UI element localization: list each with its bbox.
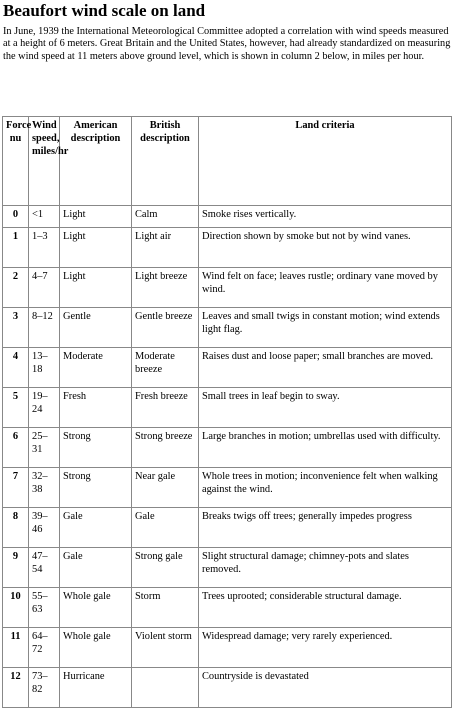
american-cell: Gentle [60, 308, 132, 348]
force-cell: 9 [3, 548, 29, 588]
force-cell: 12 [3, 668, 29, 708]
criteria-cell: Raises dust and loose paper; small branches are moved. [199, 348, 452, 388]
table-row [3, 228, 452, 268]
force-cell: 0 [3, 206, 29, 228]
criteria-cell: Breaks twigs off trees; generally impedes progress [199, 508, 452, 548]
british-cell: Fresh breeze [132, 388, 199, 428]
header-british-description: British description [132, 117, 199, 206]
british-cell: Moderate breeze [132, 348, 199, 388]
criteria-cell: Large branches in motion; umbrellas used with difficulty. [199, 428, 452, 468]
british-cell: Gentle breeze [132, 308, 199, 348]
table-row [3, 508, 452, 548]
header-wind-speed: Wind speed, miles/hr [29, 117, 60, 206]
table-row [3, 668, 452, 708]
speed-cell: 1–3 [29, 228, 60, 268]
american-cell: Gale [60, 508, 132, 548]
american-cell: Gale [60, 548, 132, 588]
criteria-cell: Slight structural damage; chimney-pots and slates removed. [199, 548, 452, 588]
british-cell: Light air [132, 228, 199, 268]
speed-cell: 4–7 [29, 268, 60, 308]
table-row [3, 206, 452, 228]
table-row [3, 428, 452, 468]
american-cell: Hurricane [60, 668, 132, 708]
force-cell: 4 [3, 348, 29, 388]
criteria-cell: Widespread damage; very rarely experienced. [199, 628, 452, 668]
table-header-row [3, 117, 452, 206]
force-cell: 8 [3, 508, 29, 548]
table-row [3, 468, 452, 508]
speed-cell: 39–46 [29, 508, 60, 548]
force-cell: 11 [3, 628, 29, 668]
table-row [3, 588, 452, 628]
american-cell: Whole gale [60, 588, 132, 628]
table-row [3, 388, 452, 428]
beaufort-table [2, 116, 452, 708]
british-cell: Storm [132, 588, 199, 628]
speed-cell: 55–63 [29, 588, 60, 628]
force-cell: 3 [3, 308, 29, 348]
british-cell: Strong gale [132, 548, 199, 588]
header-force: Force nu [3, 117, 29, 206]
speed-cell: 13–18 [29, 348, 60, 388]
british-cell [132, 668, 199, 708]
criteria-cell: Direction shown by smoke but not by wind vanes. [199, 228, 452, 268]
criteria-cell: Whole trees in motion; inconvenience felt when walking against the wind. [199, 468, 452, 508]
force-cell: 2 [3, 268, 29, 308]
table-row [3, 268, 452, 308]
speed-cell: <1 [29, 206, 60, 228]
speed-cell: 64–72 [29, 628, 60, 668]
intro-paragraph: In June, 1939 the International Meteorological Committee adopted a correlation with wind speeds measured at a height of 6 meters. Great Britain and the United States, however, had already standardized on measuring the wind speed at 11 meters above ground level, which is shown in column 2 below, in miles per hour. [3, 26, 451, 62]
british-cell: Gale [132, 508, 199, 548]
american-cell: Light [60, 206, 132, 228]
speed-cell: 32–38 [29, 468, 60, 508]
table-row [3, 308, 452, 348]
speed-cell: 8–12 [29, 308, 60, 348]
header-american-description: American description [60, 117, 132, 206]
british-cell: Calm [132, 206, 199, 228]
page-title: Beaufort wind scale on land [3, 1, 206, 20]
table-row [3, 548, 452, 588]
american-cell: Strong [60, 428, 132, 468]
british-cell: Light breeze [132, 268, 199, 308]
table-row [3, 628, 452, 668]
criteria-cell: Trees uprooted; considerable structural damage. [199, 588, 452, 628]
force-cell: 7 [3, 468, 29, 508]
force-cell: 10 [3, 588, 29, 628]
british-cell: Violent storm [132, 628, 199, 668]
american-cell: Whole gale [60, 628, 132, 668]
criteria-cell: Countryside is devastated [199, 668, 452, 708]
speed-cell: 47–54 [29, 548, 60, 588]
american-cell: Light [60, 268, 132, 308]
speed-cell: 19–24 [29, 388, 60, 428]
american-cell: Moderate [60, 348, 132, 388]
force-cell: 5 [3, 388, 29, 428]
british-cell: Near gale [132, 468, 199, 508]
force-cell: 1 [3, 228, 29, 268]
speed-cell: 25–31 [29, 428, 60, 468]
american-cell: Fresh [60, 388, 132, 428]
british-cell: Strong breeze [132, 428, 199, 468]
speed-cell: 73–82 [29, 668, 60, 708]
header-land-criteria: Land criteria [199, 117, 452, 206]
american-cell: Light [60, 228, 132, 268]
criteria-cell: Smoke rises vertically. [199, 206, 452, 228]
force-cell: 6 [3, 428, 29, 468]
criteria-cell: Wind felt on face; leaves rustle; ordinary vane moved by wind. [199, 268, 452, 308]
criteria-cell: Small trees in leaf begin to sway. [199, 388, 452, 428]
table-row [3, 348, 452, 388]
criteria-cell: Leaves and small twigs in constant motion; wind extends light flag. [199, 308, 452, 348]
american-cell: Strong [60, 468, 132, 508]
